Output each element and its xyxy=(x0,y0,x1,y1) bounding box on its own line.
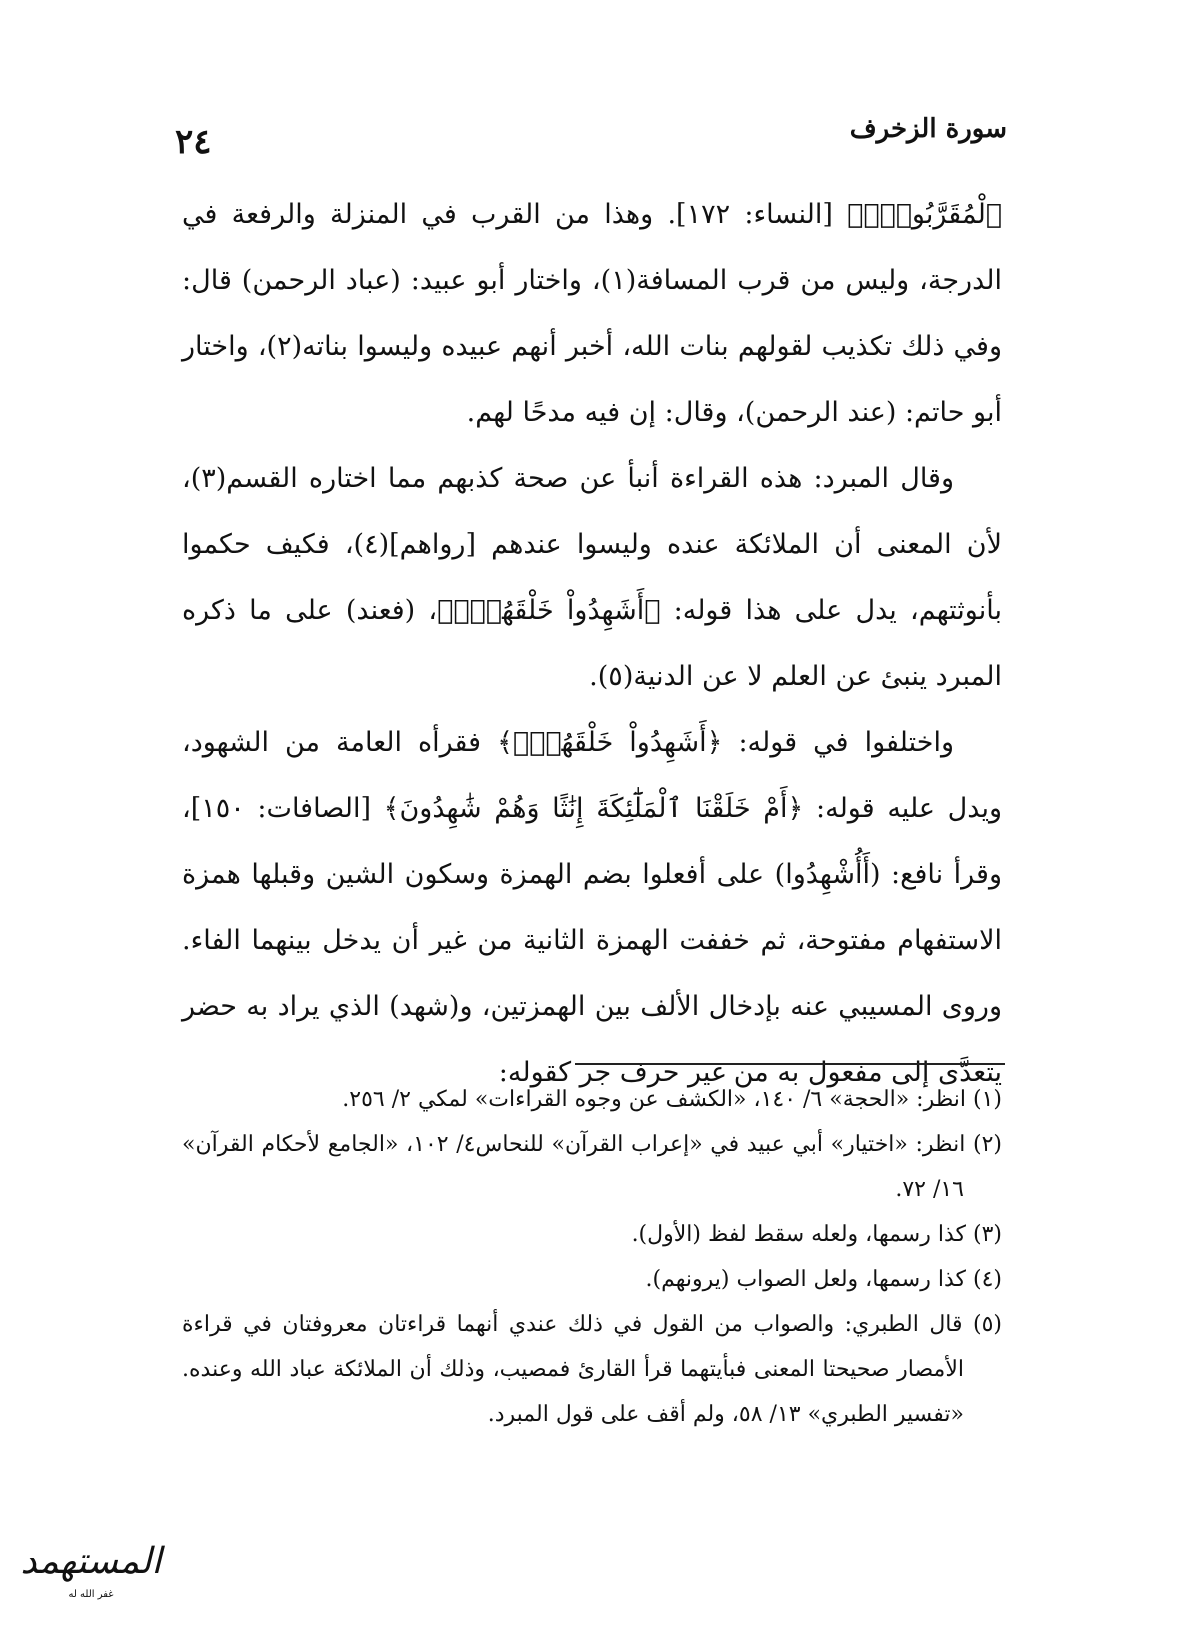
footnote-3: (٣) كذا رسمها، ولعله سقط لفظ (الأول). xyxy=(631,1222,1002,1247)
footnote-5: (٥) قال الطبري: والصواب من القول في ذلك عندي أنهما قراءتان معروفتان في قراءة الأمصار صحيحتا المعنى فبأيتهما قرأ القارئ فمصيب، وذلك أن الملائكة عباد الله وعنده. «تفسير الطبري» ١٣/ ٥٨، ولم أقف على قول المبرد. xyxy=(182,1312,1002,1427)
seal-main-text: المستهمد xyxy=(20,1541,162,1582)
paragraph-1: ٱلْمُقَرَّبُونَۚ﴾ [النساء: ١٧٢]. وهذا من القرب في المنزلة والرفعة في الدرجة، وليس من قرب المسافة(١)، واختار أبو عبيد: (عباد الرحمن) قال: وفي ذلك تكذيب لقولهم بنات الله، أخبر أنهم عبيده وليسوا بناته(٢)، واختار أبو حاتم: (عند الرحمن)، وقال: إن فيه مدحًا لهم. xyxy=(182,199,1002,428)
page-number: ٢٤ xyxy=(175,122,212,162)
footnote-2: (٢) انظر: «اختيار» أبي عبيد في «إعراب القرآن» للنحاس٤/ ١٠٢، «الجامع لأحكام القرآن» ١٦/ ٧٢. xyxy=(182,1132,1002,1202)
footnote-divider xyxy=(575,1063,1005,1065)
main-text xyxy=(182,182,1002,1106)
paragraph-3: واختلفوا في قوله: ﴿أَشَهِدُواْ خَلْقَهُمْۚ﴾ فقرأه العامة من الشهود، ويدل عليه قوله: ﴿أَمْ خَلَقْنَا ٱلْمَلَٰٓئِكَةَ إِنَٰثًا وَهُمْ شَٰهِدُونَ﴾ [الصافات: ١٥٠]، وقرأ نافع: (أَأُشْهِدُوا) على أفعلوا بضم الهمزة وسكون الشين وقبلها همزة الاستفهام مفتوحة، ثم خففت الهمزة الثانية من غير أن يدخل بينهما الفاء. وروى المسيبي عنه بإدخال الألف بين الهمزتين، و(شهد) الذي يراد به حضر يتعدَّى إلى مفعول به من غير حرف جر كقوله: xyxy=(182,727,1002,1088)
paragraph-2: وقال المبرد: هذه القراءة أنبأ عن صحة كذبهم مما اختاره القسم(٣)، لأن المعنى أن الملائكة عنده وليسوا عندهم [رواهم](٤)، فكيف حكموا بأنوثتهم، يدل على هذا قوله: ﴿أَشَهِدُواْ خَلْقَهُمْۚ﴾، (فعند) على ما ذكره المبرد ينبئ عن العلم لا عن الدنية(٥). xyxy=(182,463,1002,692)
footnote-1: (١) انظر: «الحجة» ٦/ ١٤٠، «الكشف عن وجوه القراءات» لمكي ٢/ ٢٥٦. xyxy=(342,1087,1002,1112)
footnote-4: (٤) كذا رسمها، ولعل الصواب (يرونهم). xyxy=(645,1267,1002,1292)
calligraphy-seal-logo xyxy=(16,1536,166,1626)
surah-title: سورة الزخرف xyxy=(849,114,1007,144)
page-header xyxy=(175,114,1007,162)
seal-sub-text: غفر الله له xyxy=(68,1589,114,1600)
footnotes xyxy=(182,1077,1002,1437)
